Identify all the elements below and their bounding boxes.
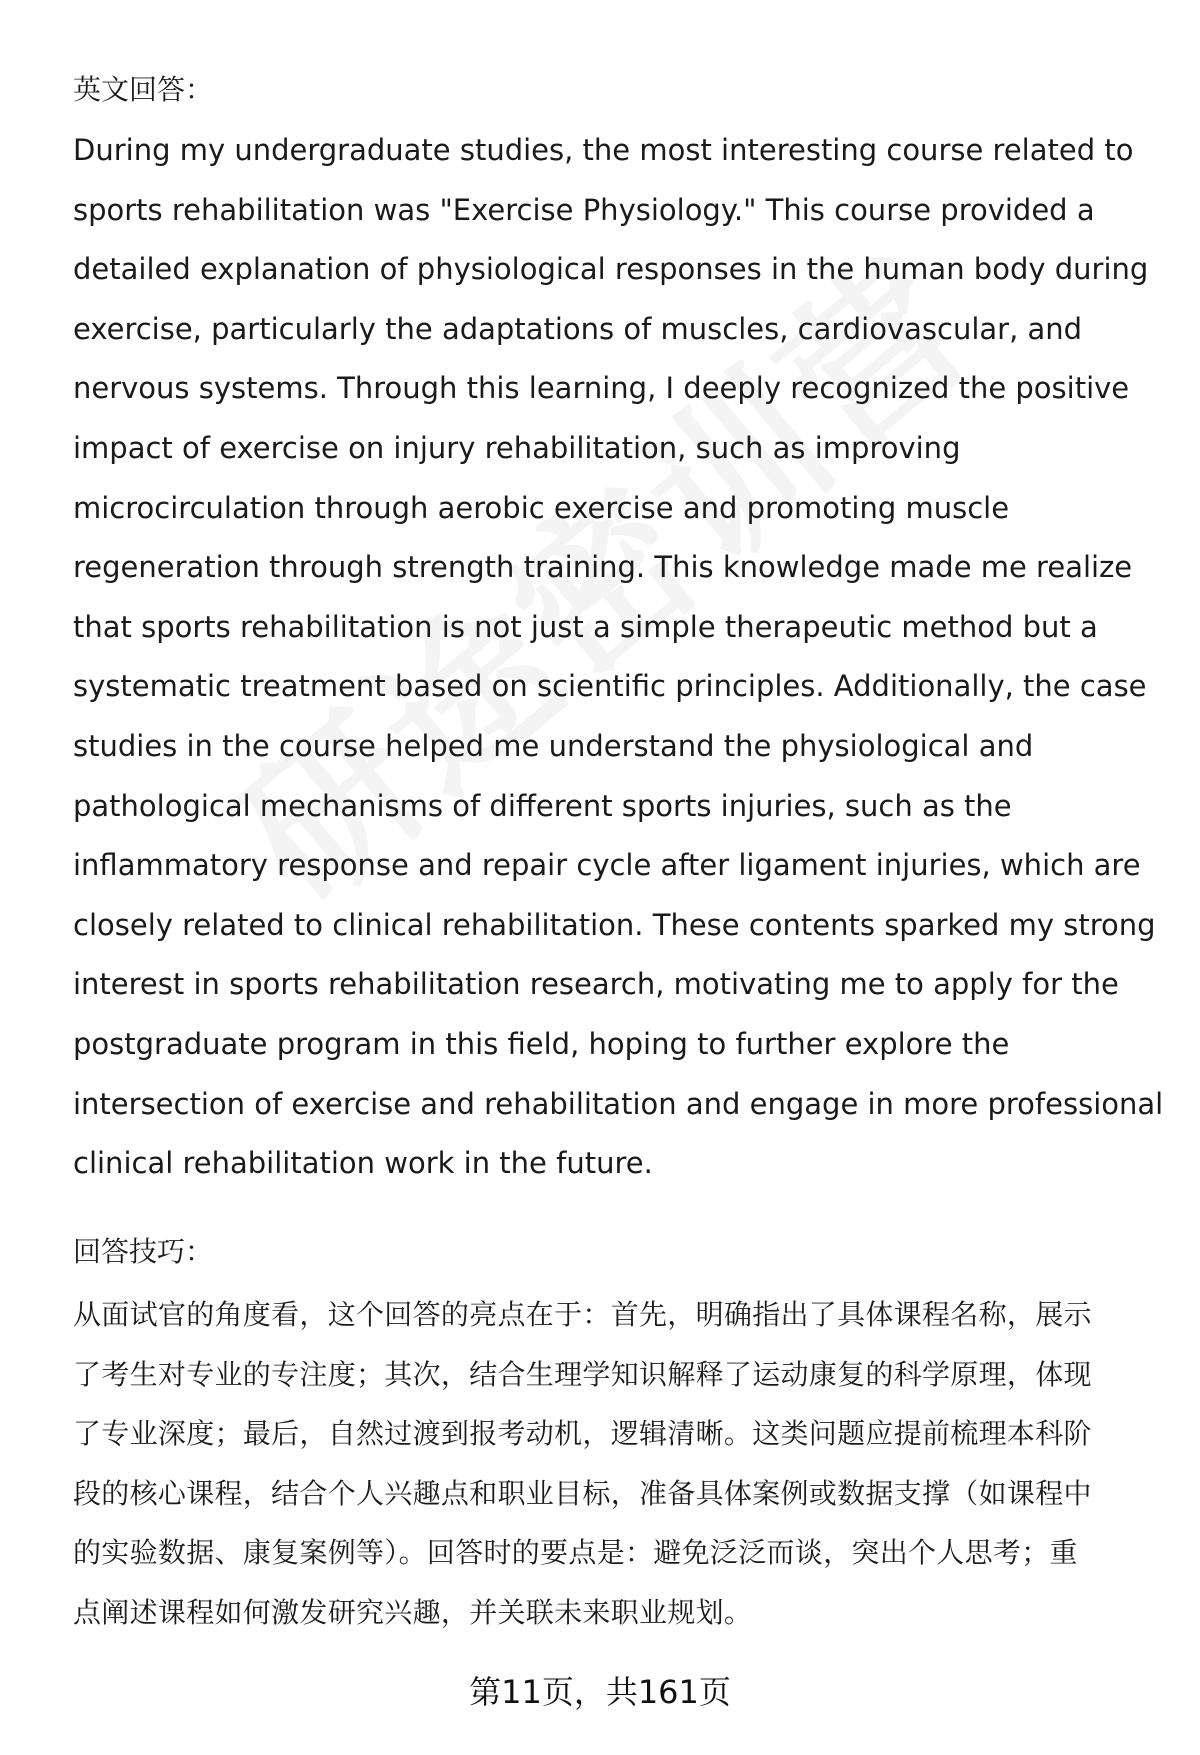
text-line: detailed explanation of physiological responses in the human body during [73, 252, 1149, 287]
text-line: inflammatory response and repair cycle after ligament injuries, which are [73, 848, 1141, 883]
text-line: 了考生对专业的专注度；其次，结合生理学知识解释了运动康复的科学原理，体现 [73, 1357, 1092, 1391]
answer-tips-body [73, 1285, 1153, 1642]
text-line: 了专业深度；最后，自然过渡到报考动机，逻辑清晰。这类问题应提前梳理本科阶 [73, 1417, 1092, 1450]
text-line: pathological mechanisms of different sports injuries, such as the [73, 788, 1012, 823]
text-line: intersection of exercise and rehabilitation and engage in more professional [73, 1086, 1164, 1121]
text-line: clinical rehabilitation work in the future. [73, 1146, 653, 1181]
text-line: postgraduate program in this field, hoping to further explore the [73, 1026, 1010, 1061]
answer-tips-heading: 回答技巧： [73, 1235, 214, 1268]
text-line: interest in sports rehabilitation research, motivating me to apply for the [73, 967, 1119, 1002]
text-line: 点阐述课程如何激发研究兴趣，并关联未来职业规划。 [73, 1595, 753, 1629]
text-line: closely related to clinical rehabilitation. These contents sparked my strong [73, 907, 1156, 942]
text-line: 的实验数据、康复案例等）。回答时的要点是：避免泛泛而谈，突出个人思考；重 [73, 1536, 1078, 1569]
text-line: sports rehabilitation was "Exercise Physiology." This course provided a [73, 192, 1095, 227]
text-line: During my undergraduate studies, the most interesting course related to [73, 133, 1134, 167]
english-answer-heading: 英文回答： [73, 73, 214, 106]
text-line: regeneration through strength training. This knowledge made me realize [73, 550, 1133, 585]
text-line: nervous systems. Through this learning, I deeply recognized the positive [73, 371, 1130, 406]
text-line: systematic treatment based on scientific principles. Additionally, the case [73, 669, 1147, 704]
text-line: studies in the course helped me understand the physiological and [73, 728, 1034, 763]
english-answer-body [73, 121, 1164, 1194]
text-line: impact of exercise on injury rehabilitation, such as improving [73, 430, 961, 465]
text-line: that sports rehabilitation is not just a simple therapeutic method but a [73, 609, 1098, 644]
text-line: exercise, particularly the adaptations of muscles, cardiovascular, and [73, 311, 1083, 346]
text-line: 段的核心课程，结合个人兴趣点和职业目标，准备具体案例或数据支撑（如课程中 [73, 1476, 1092, 1510]
text-line: 从面试官的角度看，这个回答的亮点在于：首先，明确指出了具体课程名称，展示 [73, 1298, 1092, 1331]
page-number: 第11页，共161页 [469, 1673, 731, 1711]
text-line: microcirculation through aerobic exercise and promoting muscle [73, 490, 1010, 525]
